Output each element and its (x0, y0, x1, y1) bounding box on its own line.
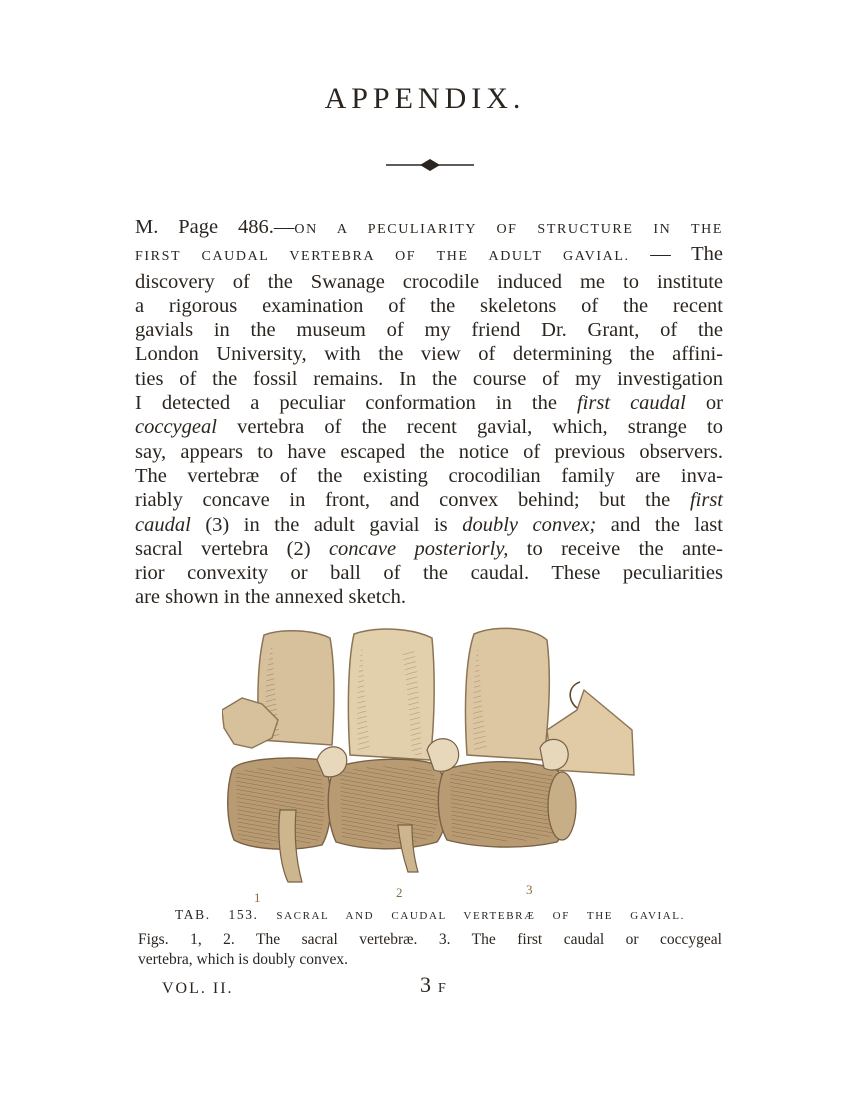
caption-title: SACRAL AND CAUDAL VERTEBRÆ OF THE GAVIAL. (276, 910, 685, 922)
signature-mark (420, 972, 446, 998)
paragraph-line (135, 537, 723, 561)
italic-text: caudal (135, 513, 191, 536)
paragraph-line (135, 242, 723, 269)
text-run: riably concave in front, and convex behind; but the (135, 489, 690, 512)
paragraph-line (135, 585, 723, 609)
text-run: ties of the fossil remains. In the course of my investigation (135, 367, 723, 390)
small-caps-text: FIRST CAUDAL VERTEBRA OF THE ADULT GAVIAL. (135, 249, 630, 265)
volume-marker: VOL. II. (162, 980, 234, 997)
paragraph-line (135, 561, 723, 585)
appendix-paragraph (135, 215, 723, 610)
paragraph-line (135, 488, 723, 512)
figure-label-1: 1 (254, 890, 261, 905)
vertebrae-illustration (222, 620, 642, 890)
vertebra-3-centrum (438, 762, 576, 847)
italic-text: first caudal (576, 392, 686, 415)
caption-tab: TAB. 153. (175, 907, 259, 922)
text-run: London University, with the view of determining the affini- (135, 343, 723, 366)
text-run: say, appears to have escaped the notice of previous observers. (135, 440, 723, 463)
text-run: to receive the ante- (508, 537, 723, 560)
figure-legend (138, 930, 722, 970)
legend-line-1: Figs. 1, 2. The sacral vertebræ. 3. The first caudal or coccygeal (138, 931, 722, 948)
vertebra-2-spine (348, 629, 434, 760)
paragraph-line (135, 215, 723, 242)
paragraph-line (135, 391, 723, 415)
paragraph-line (135, 294, 723, 318)
text-run: gavials in the museum of my friend Dr. Grant, of the (135, 319, 723, 342)
text-run: discovery of the Swanage crocodile induced me to institute (135, 270, 723, 293)
text-run: or (685, 392, 723, 415)
paragraph-line (135, 367, 723, 391)
paragraph-line (135, 440, 723, 464)
figure-caption (175, 907, 685, 923)
text-run: The vertebræ of the existing crocodilian family are inva- (135, 464, 723, 487)
text-run: vertebra of the recent gavial, which, strange to (216, 416, 723, 439)
text-run: M. Page 486.— (135, 216, 295, 238)
figure-label-2: 2 (396, 885, 403, 900)
text-run: — The (629, 243, 723, 266)
signature-number: 3 (420, 972, 431, 997)
text-run: I detected a peculiar conformation in the (135, 392, 577, 415)
small-caps-text: ON A PECULIARITY OF STRUCTURE IN THE (294, 222, 723, 237)
paragraph-line (135, 318, 723, 342)
italic-text: concave posteriorly, (328, 537, 509, 560)
articular-process-3 (540, 739, 568, 770)
page-heading: APPENDIX. (324, 82, 526, 115)
text-run: a rigorous examination of the skeletons of the recent (135, 294, 723, 317)
text-run: rior convexity or ball of the caudal. These peculiarities (135, 562, 723, 585)
text-run: and the last (596, 513, 723, 536)
figure-label-3: 3 (526, 882, 533, 897)
italic-text: coccygeal (135, 416, 217, 439)
paragraph-line (135, 342, 723, 366)
text-run: are shown in the annexed sketch. (135, 586, 406, 609)
vertebra-1-centrum (228, 758, 331, 882)
ornament-divider (386, 156, 474, 174)
paragraph-line (135, 464, 723, 488)
paragraph-line (135, 415, 723, 439)
legend-line-2: vertebra, which is doubly convex. (138, 951, 349, 968)
italic-text: doubly convex; (462, 513, 597, 536)
vertebra-2-centrum (328, 759, 447, 872)
paragraph-line (135, 270, 723, 294)
vertebra-1-spine (222, 631, 334, 748)
paragraph-line (135, 513, 723, 537)
text-run: sacral vertebra (2) (135, 537, 329, 560)
italic-text: first (689, 489, 723, 512)
signature-letter: F (438, 981, 446, 996)
text-run: (3) in the adult gavial is (190, 513, 463, 536)
